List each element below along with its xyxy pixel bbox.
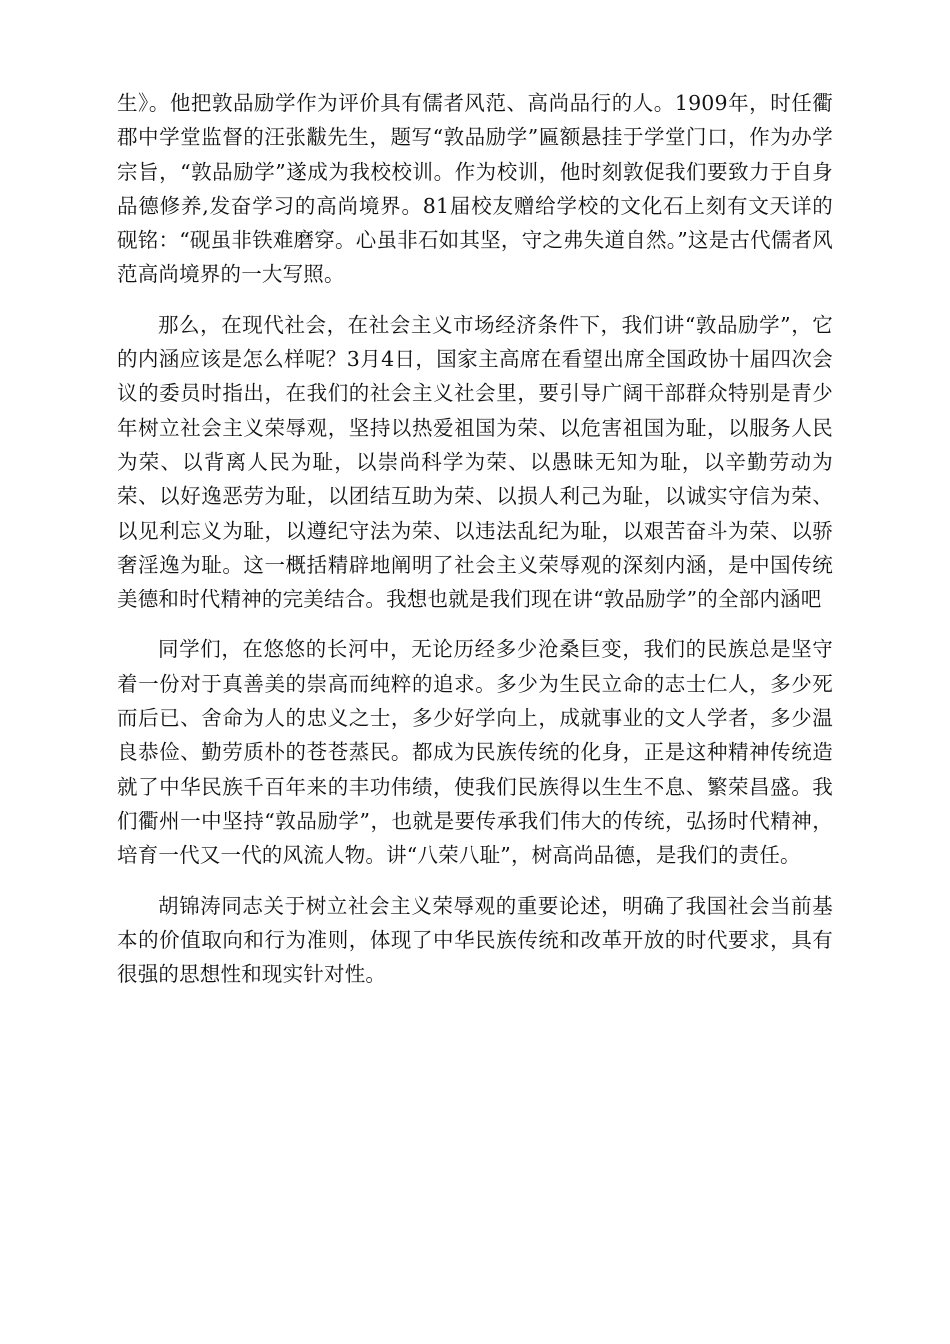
body-text [117, 86, 833, 991]
paragraph-continuation: 生》。他把敦品励学作为评价具有儒者风范、高尚品行的人。1909年，时任衢郡中学堂监督的汪张黻先生，题写“敦品励学”匾额悬挂于学堂门口，作为办学宗旨，“敦品励学”遂成为我校校训。作为校训，他时刻敦促我们要致力于自身品德修养,发奋学习的高尚境界。81届校友赠给学校的文化石上刻有文天详的砚铭：“砚虽非铁难磨穿。心虽非石如其坚，守之弗失道自然。”这是古代儒者风范高尚境界的一大写照。 [117, 91, 833, 287]
paragraph-modern-meaning: 那么，在现代社会，在社会主义市场经济条件下，我们讲“敦品励学”，它的内涵应该是怎么样呢？3月4日，国家主高席在看望出席全国政协十届四次会议的委员时指出，在我们的社会主义社会里，要引导广阔干部群众特别是青少年树立社会主义荣辱观，坚持以热爱祖国为荣、以危害祖国为耻，以服务人民为荣、以背离人民为耻，以崇尚科学为荣、以愚昧无知为耻，以辛勤劳动为荣、以好逸恶劳为耻，以团结互助为荣、以损人利己为耻，以诚实守信为荣、以见利忘义为耻，以遵纪守法为荣、以违法乱纪为耻，以艰苦奋斗为荣、以骄奢淫逸为耻。这一概括精辟地阐明了社会主义荣辱观的深刻内涵，是中国传统美德和时代精神的完美结合。我想也就是我们现在讲“敦品励学”的全部内涵吧 [117, 312, 833, 612]
paragraph-national-tradition: 同学们，在悠悠的长河中，无论历经多少沧桑巨变，我们的民族总是坚守着一份对于真善美的崇高而纯粹的追求。多少为生民立命的志士仁人，多少死而后已、舍命为人的忠义之士，多少好学向上，成就事业的文人学者，多少温良恭俭、勤劳质朴的苍苍蒸民。都成为民族传统的化身，正是这种精神传统造就了中华民族千百年来的丰功伟绩，使我们民族得以生生不息、繁荣昌盛。我们衢州一中坚持“敦品励学”，也就是要传承我们伟大的传统，弘扬时代精神，培育一代又一代的风流人物。讲“八荣八耻”，树高尚品德，是我们的责任。 [117, 637, 833, 868]
paragraph-conclusion: 胡锦涛同志关于树立社会主义荣辱观的重要论述，明确了我国社会当前基本的价值取向和行为准则，体现了中华民族传统和改革开放的时代要求，具有很强的思想性和现实针对性。 [117, 893, 833, 987]
